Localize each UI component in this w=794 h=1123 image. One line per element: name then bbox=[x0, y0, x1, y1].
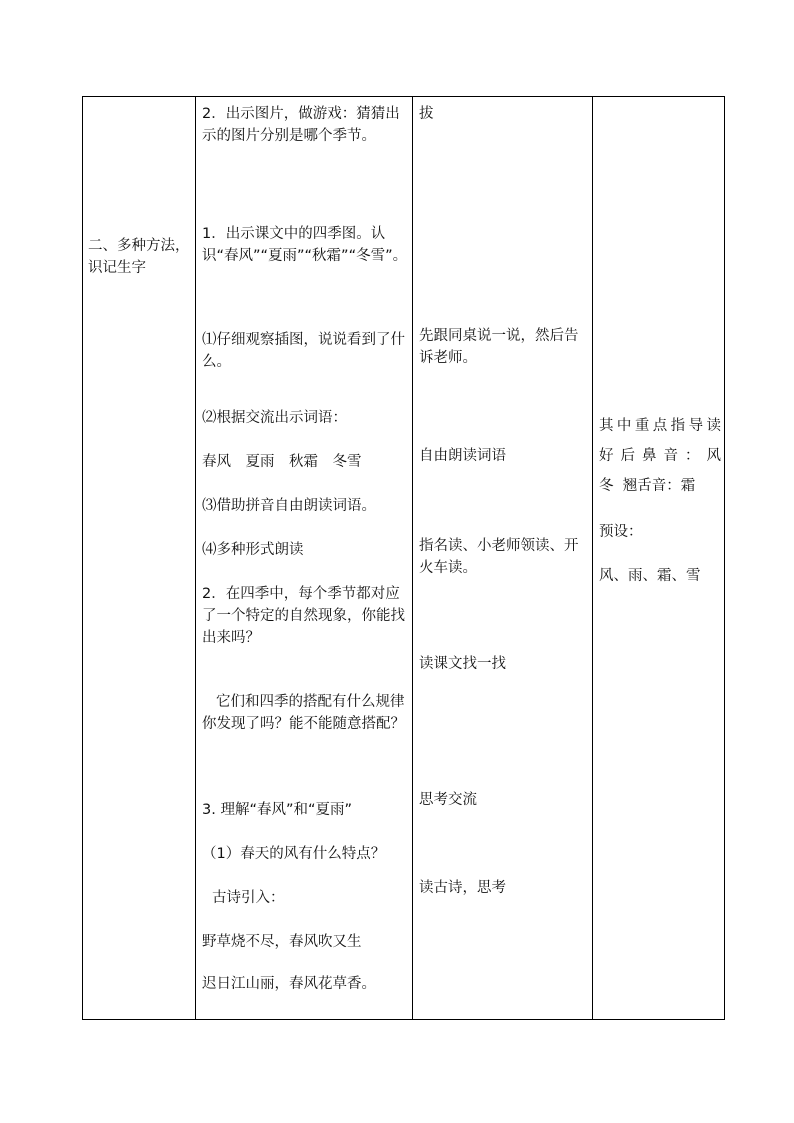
column-divider bbox=[592, 97, 593, 1019]
poem-intro: 古诗引入： bbox=[212, 890, 285, 906]
activity-text: 指名读、小老师领读、开火车读。 bbox=[419, 538, 579, 576]
step-pinyin-read: ⑶借助拼音自由朗读词语。 bbox=[202, 498, 376, 514]
word-list: 春风 夏雨 秋霜 冬雪 bbox=[202, 454, 362, 470]
step-show-pictures: 2．出示图片，做游戏：猜猜出示的图片分别是哪个季节。 bbox=[202, 106, 400, 144]
step-four-seasons: 1．出示课文中的四季图。认识“春风”“夏雨”“秋霜”“冬雪”。 bbox=[202, 226, 408, 264]
activity-text: 拔 bbox=[419, 106, 434, 122]
section-title: 二、多种方法，识记生字 bbox=[88, 238, 190, 276]
activity-text: 自由朗读词语 bbox=[419, 448, 506, 464]
activity-text: 读古诗，思考 bbox=[419, 880, 506, 896]
column-divider bbox=[412, 97, 413, 1019]
step-show-words: ⑵根据交流出示词语： bbox=[202, 410, 347, 426]
preset-value: 风、雨、霜、雪 bbox=[599, 568, 701, 584]
preset-label: 预设： bbox=[599, 524, 643, 540]
step-understand: 3. 理解“春风”和“夏雨” bbox=[202, 802, 352, 818]
poem-line: 野草烧不尽，春风吹又生 bbox=[202, 934, 362, 950]
step-natural-phenomena: 2．在四季中，每个季节都对应了一个特定的自然现象，你能找出来吗？ bbox=[202, 586, 405, 646]
activity-text: 读课文找一找 bbox=[419, 656, 506, 672]
activity-text: 先跟同桌说一说，然后告诉老师。 bbox=[419, 328, 579, 366]
question-pattern: 它们和四季的搭配有什么规律你发现了吗？能不能随意搭配？ bbox=[202, 694, 405, 732]
lesson-plan-table bbox=[82, 96, 725, 1020]
activity-text: 思考交流 bbox=[419, 792, 477, 808]
question-spring-wind: （1）春天的风有什么特点？ bbox=[202, 846, 386, 862]
step-observe: ⑴仔细观察插图，说说看到了什么。 bbox=[202, 332, 405, 370]
note-line: 好后鼻音：风 bbox=[599, 448, 721, 464]
step-various-read: ⑷多种形式朗读 bbox=[202, 542, 304, 558]
note-line: 其中重点指导读 bbox=[599, 418, 721, 434]
note-line: 冬 翘舌音：霜 bbox=[599, 478, 696, 494]
column-divider bbox=[195, 97, 196, 1019]
poem-line: 迟日江山丽，春风花草香。 bbox=[202, 976, 376, 992]
